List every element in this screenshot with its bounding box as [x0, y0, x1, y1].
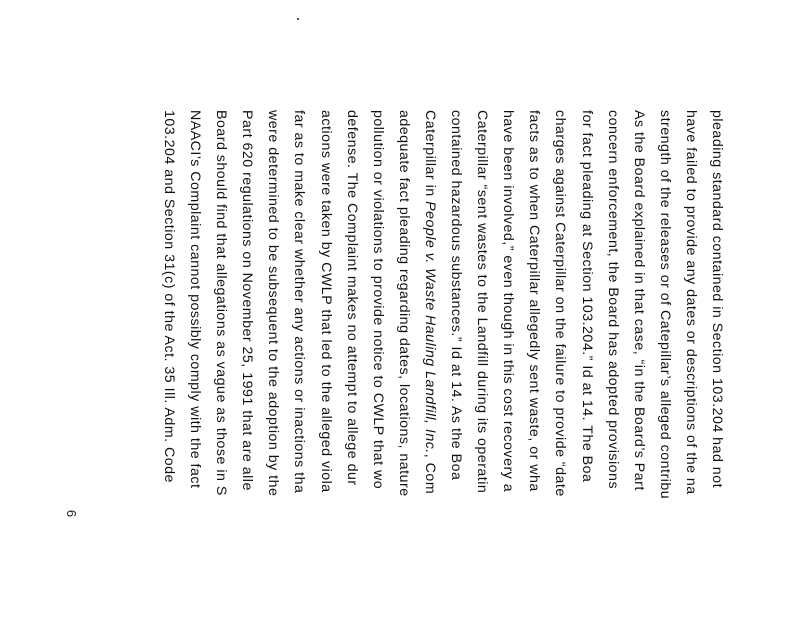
text-line: facts as to when Caterpillar allegedly sent waste, or wha [526, 110, 543, 492]
text-line: have been involved,” even though in this cost recovery a [500, 110, 517, 493]
body-text [156, 110, 730, 618]
text-line: 103.204 and Section 31(c) of the Act. 35 Ill. Adm. Code [161, 110, 178, 483]
text-line: concern enforcement, the Board has adopted provisions [604, 110, 621, 490]
text-line: have failed to provide any dates or descriptions of the na [682, 110, 699, 495]
text-line: strength of the releases or of Catepillar’s alleged contribu [656, 110, 673, 500]
case-citation: People v. Waste Hauling Landfill, Inc. [421, 201, 438, 454]
text-line: defense. The Complaint makes no attempt to allege dur [343, 110, 360, 486]
page-number: 6 [64, 509, 80, 518]
text-line: were determined to be subsequent to the adoption by the [265, 110, 282, 497]
text-line: Part 620 regulations on November 25, 1991 that are alle [239, 110, 256, 491]
text-line: Caterpillar “sent wastes to the Landfill during its operatin [474, 110, 491, 494]
text-line: Board should find that allegations as vague as those in S [213, 110, 230, 496]
text-line: actions were taken by CWLP that led to the alleged viola [317, 110, 334, 493]
text-line: for fact pleading at Section 103.204.” Id at 14. The Boa [578, 110, 595, 483]
text-line: charges against Caterpillar on the failure to provide “date [552, 110, 569, 497]
text-line-lead: Caterpillar in [421, 110, 438, 202]
text-line-with-case-citation [417, 110, 443, 618]
stray-mark [297, 18, 299, 20]
text-line: adequate fact pleading regarding dates, locations, nature [395, 110, 412, 497]
text-line: As the Board explained in that case, “in the Board’s Part [630, 110, 647, 491]
rotated-text-block [125, 110, 730, 618]
text-line: pollution or violations to provide notice to CWLP that wo [369, 110, 386, 490]
text-line: pleading standard contained in Section 103.204 had not [709, 110, 725, 489]
text-line: far as to make clear whether any actions or inactions tha [291, 110, 308, 494]
text-line-tail: , Com [421, 453, 438, 495]
text-line: NAACI’s Complaint cannot possibly comply with the fact [187, 110, 204, 489]
text-line: contained hazardous substances.” Id at 14. As the Boa [448, 110, 465, 481]
